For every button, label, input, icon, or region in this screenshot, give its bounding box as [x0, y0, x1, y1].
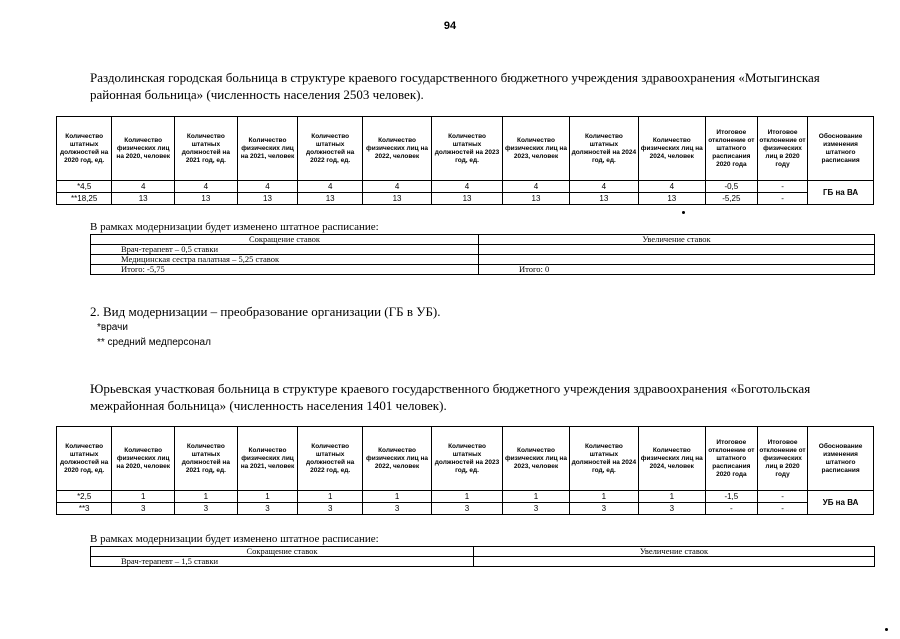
column-header: Количество физических лиц на 2024, человек	[638, 427, 705, 491]
modernization-caption: В рамках модернизации будет изменено штатное расписание:	[90, 221, 379, 233]
table-cell: -	[757, 503, 807, 515]
justification-cell: ГБ на ВА	[808, 181, 874, 205]
column-header: Количество штатных должностей на 2020 год, ед.	[57, 117, 112, 181]
reduction-header: Сокращение ставок	[91, 235, 479, 245]
column-header: Количество штатных должностей на 2024 год, ед.	[569, 427, 638, 491]
table-cell: 3	[503, 503, 570, 515]
table-cell: 3	[298, 503, 363, 515]
table-row	[57, 193, 874, 205]
table-cell: -	[757, 491, 807, 503]
increase-item	[479, 255, 875, 265]
table-cell: 1	[112, 491, 175, 503]
column-header: Количество штатных должностей на 2023 год, ед.	[432, 117, 503, 181]
table-cell: -0,5	[705, 181, 757, 193]
table-cell: 1	[432, 491, 503, 503]
table-cell: 3	[363, 503, 432, 515]
column-header: Количество штатных должностей на 2023 год, ед.	[432, 427, 503, 491]
table-cell: 4	[638, 181, 705, 193]
modernization-table	[90, 546, 875, 567]
table-cell: *4,5	[57, 181, 112, 193]
reduction-item: Медицинская сестра палатная – 5,25 ставок	[91, 255, 479, 265]
column-header: Количество штатных должностей на 2021 год, ед.	[175, 427, 238, 491]
table-cell: -	[757, 193, 807, 205]
hospital-heading: Раздолинская городская больница в структуре краевого государственного бюджетного учреждения здравоохранения «Мотыгинская районная больница» (численность населения 2503 человек).	[90, 70, 820, 102]
table-cell: 3	[237, 503, 298, 515]
increase-header: Увеличение ставок	[479, 235, 875, 245]
column-header: Количество штатных должностей на 2024 год, ед.	[569, 117, 638, 181]
table-cell: 13	[638, 193, 705, 205]
table-cell: 1	[363, 491, 432, 503]
column-header: Итоговое отклонение от физических лиц в 2020 году	[757, 427, 807, 491]
reduction-item: Врач-терапевт – 0,5 ставки	[91, 245, 479, 255]
note-nurses: ** средний медперсонал	[97, 337, 211, 348]
table-cell: 3	[112, 503, 175, 515]
column-header: Обоснование изменения штатного расписания	[808, 427, 874, 491]
table-cell: 4	[237, 181, 298, 193]
column-header: Количество физических лиц на 2020, человек	[112, 117, 175, 181]
table-cell: 4	[432, 181, 503, 193]
column-header: Количество штатных должностей на 2022 год, ед.	[298, 427, 363, 491]
table-row	[57, 503, 874, 515]
table-cell: *2,5	[57, 491, 112, 503]
table-cell: 4	[503, 181, 570, 193]
table-cell: 1	[638, 491, 705, 503]
table-cell: 3	[175, 503, 238, 515]
table-cell: 4	[569, 181, 638, 193]
table-cell: 1	[237, 491, 298, 503]
column-header: Количество физических лиц на 2021, человек	[237, 427, 298, 491]
increase-item	[479, 245, 875, 255]
table-row	[57, 181, 874, 193]
column-header: Итоговое отклонение от штатного расписания 2020 года	[705, 427, 757, 491]
increase-total: Итого: 0	[479, 265, 875, 275]
table-cell: 4	[175, 181, 238, 193]
table-cell: -1,5	[705, 491, 757, 503]
column-header: Количество штатных должностей на 2021 год, ед.	[175, 117, 238, 181]
table-cell: 1	[298, 491, 363, 503]
column-header: Количество физических лиц на 2023, человек	[503, 117, 570, 181]
column-header: Количество физических лиц на 2024, человек	[638, 117, 705, 181]
increase-header: Увеличение ставок	[474, 547, 875, 557]
column-header: Обоснование изменения штатного расписания	[808, 117, 874, 181]
table-cell: -	[757, 181, 807, 193]
reduction-item: Врач-терапевт – 1,5 ставки	[91, 557, 474, 567]
table-cell: 13	[432, 193, 503, 205]
staffing-table	[56, 426, 874, 515]
modernization-table	[90, 234, 875, 275]
table-cell: 1	[569, 491, 638, 503]
reduction-total: Итого: -5,75	[91, 265, 479, 275]
table-row	[57, 491, 874, 503]
increase-item	[474, 557, 875, 567]
justification-cell: УБ на ВА	[808, 491, 874, 515]
column-header: Итоговое отклонение от физических лиц в 2020 году	[757, 117, 807, 181]
column-header: Количество штатных должностей на 2020 год, ед.	[57, 427, 112, 491]
scan-speck	[885, 628, 888, 631]
table-header-row	[57, 117, 874, 181]
table-cell: 13	[112, 193, 175, 205]
note-doctors: *врачи	[97, 322, 128, 333]
column-header: Количество штатных должностей на 2022 год, ед.	[298, 117, 363, 181]
table-cell: 13	[363, 193, 432, 205]
column-header: Количество физических лиц на 2020, человек	[112, 427, 175, 491]
table-cell: 13	[503, 193, 570, 205]
table-cell: 3	[432, 503, 503, 515]
modernization-total-row	[91, 265, 875, 275]
table-cell: **18,25	[57, 193, 112, 205]
modernization-row	[91, 245, 875, 255]
modernization-header-row	[91, 547, 875, 557]
table-cell: 13	[569, 193, 638, 205]
table-cell: -	[705, 503, 757, 515]
column-header: Количество физических лиц на 2022, человек	[363, 117, 432, 181]
page-number: 94	[443, 20, 457, 32]
column-header: Количество физических лиц на 2023, человек	[503, 427, 570, 491]
section-title: 2. Вид модернизации – преобразование организации (ГБ в УБ).	[90, 304, 441, 319]
table-cell: **3	[57, 503, 112, 515]
table-cell: 3	[638, 503, 705, 515]
table-cell: 13	[237, 193, 298, 205]
table-cell: -5,25	[705, 193, 757, 205]
modernization-row	[91, 255, 875, 265]
scan-speck	[682, 211, 685, 214]
table-header-row	[57, 427, 874, 491]
table-cell: 13	[175, 193, 238, 205]
modernization-caption: В рамках модернизации будет изменено штатное расписание:	[90, 533, 379, 545]
table-cell: 1	[503, 491, 570, 503]
modernization-row	[91, 557, 875, 567]
table-cell: 1	[175, 491, 238, 503]
column-header: Количество физических лиц на 2022, человек	[363, 427, 432, 491]
column-header: Итоговое отклонение от штатного расписания 2020 года	[705, 117, 757, 181]
table-cell: 13	[298, 193, 363, 205]
table-cell: 4	[363, 181, 432, 193]
table-cell: 3	[569, 503, 638, 515]
hospital-heading: Юрьевская участковая больница в структуре краевого государственного бюджетного учреждения здравоохранения «Боготольская межрайонная больница» (численность населения 1401 человек).	[90, 381, 811, 413]
modernization-header-row	[91, 235, 875, 245]
reduction-header: Сокращение ставок	[91, 547, 474, 557]
staffing-table	[56, 116, 874, 205]
column-header: Количество физических лиц на 2021, человек	[237, 117, 298, 181]
table-cell: 4	[298, 181, 363, 193]
table-cell: 4	[112, 181, 175, 193]
